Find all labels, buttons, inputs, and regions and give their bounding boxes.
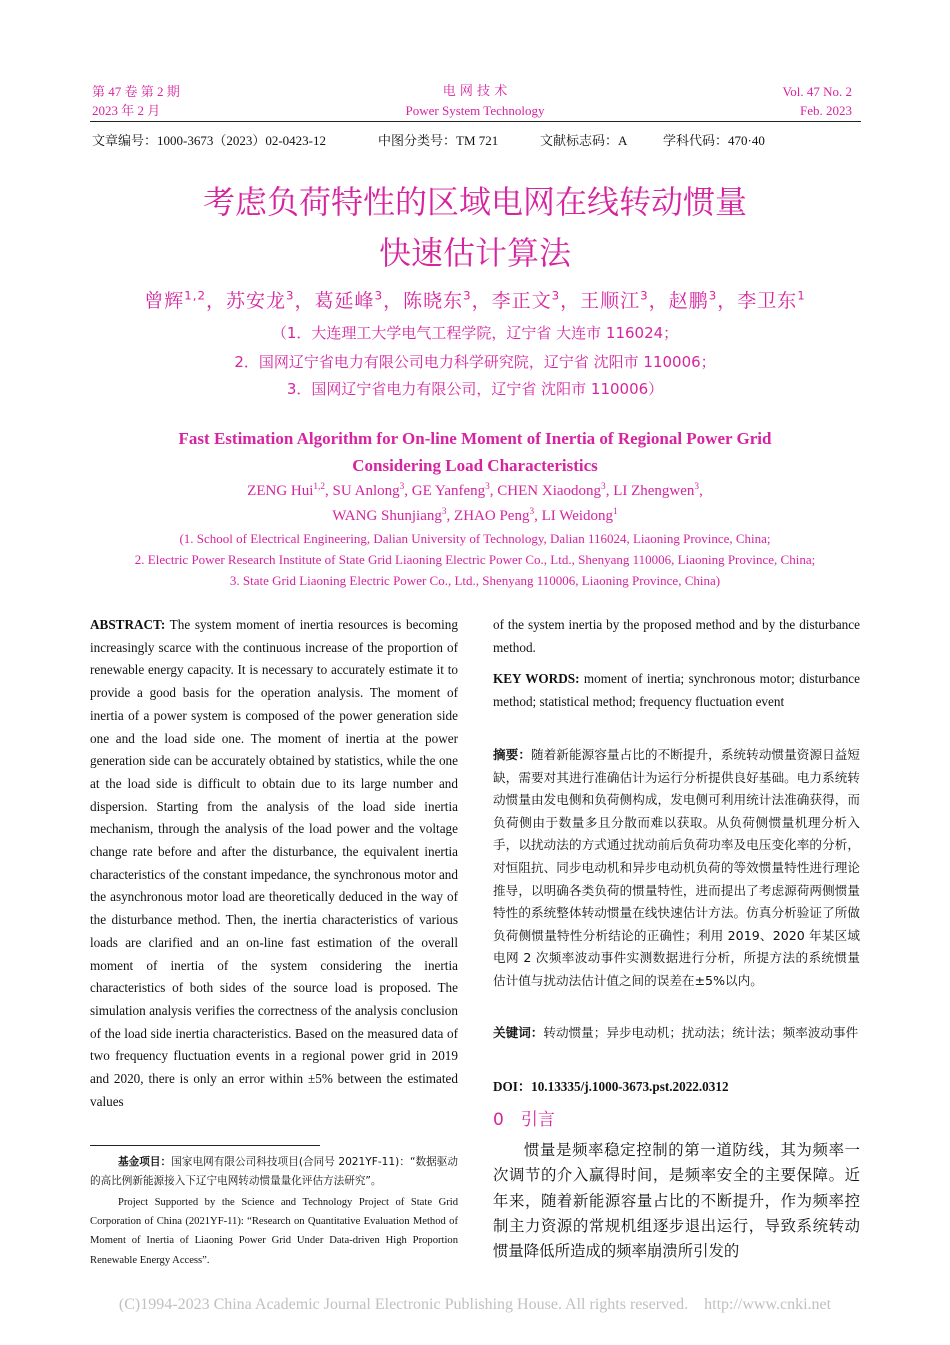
affiliation-en-2: 2. Electric Power Research Institute of State Grid Liaoning Electric Power Co., Ltd., Shenyang 110006, Liaoning Province, China; — [134, 552, 816, 567]
affiliation-en-1: (1. School of Electrical Engineering, Dalian University of Technology, Dalian 116024, Liaoning Province, China; — [179, 531, 771, 546]
author-name: ZENG Hui — [247, 483, 314, 499]
doi — [493, 1076, 860, 1095]
author-name: SU Anlong — [332, 483, 400, 499]
author-name: 王顺江 — [580, 290, 641, 312]
document-code: 文献标志码：A — [540, 133, 628, 148]
author-name: LI Weidong — [541, 508, 614, 524]
author-name: CHEN Xiaodong — [497, 483, 602, 499]
affiliation-cn-2: 2．国网辽宁省电力有限公司电力科学研究院，辽宁省 沈阳市 110006； — [234, 353, 716, 371]
footnote-cn-label: 基金项目： — [118, 1156, 172, 1168]
abstract-cn — [493, 744, 860, 993]
author-affiliation-mark: 3 — [694, 482, 700, 492]
author-separator: , — [489, 483, 498, 499]
doi-value: 10.13335/j.1000-3673.pst.2022.0312 — [531, 1079, 729, 1094]
journal-volume: Vol. 47 No. 2 — [782, 84, 852, 99]
title-en-line2: Considering Load Characteristics — [352, 456, 598, 475]
abstract-cn-label: 摘要： — [493, 747, 531, 762]
author-name: 曾辉 — [144, 290, 185, 312]
author-name: 李正文 — [491, 290, 552, 312]
author-affiliation-mark: 1 — [613, 507, 618, 517]
section-heading-intro: 0 引言 — [493, 1110, 555, 1130]
author-affiliation-mark: 3 — [551, 288, 561, 303]
author-name: 苏安龙 — [226, 290, 287, 312]
author-affiliation-mark: 3 — [374, 288, 384, 303]
keywords-cn — [493, 1022, 860, 1045]
author-name: 陈晓东 — [403, 290, 464, 312]
journal-issue: 第 47 卷 第 2 期 — [92, 84, 180, 99]
author-affiliation-mark: 3 — [463, 288, 472, 303]
abstract-text: The system moment of inertia resources is becoming increasingly scarce with the continuous increase of the proportion of renewable energy capacity. It is necessary to accurately estimate it to provide a good basis for the operation analysis. The moment of inertia of a power system is composed of the power generation side one and the load side one. The moment of inertia at the power generation side can be accurately obtained by statistics, while the one at the load side is difficult to obtain due to its large number and dispersion. Starting from the analysis of the load side inertia mechanism, through the analysis of the load power and the voltage change rate before and after the disturbance, the equivalent inertia characteristics of the constant impedance, the synchronous motor and the asynchronous motor load are theoretically deduced in the way of the disturbance method. Then, the inertia characteristics of various loads are clarified and an on-line fast estimation of the overall moment of inertia of the system considering the inertia characteristics of both sides of the source load is proposed. The simulation analysis verifies the correctness of the analysis conclusion of the load side inertia characteristics. Based on the measured data of two frequency fluctuation events in a regional power grid in 2019 and 2020, there is only an error within ±5% between the estimated values — [90, 617, 458, 1109]
author-name: GE Yanfeng — [411, 483, 486, 499]
authors-en-line1 — [0, 482, 950, 500]
journal-name-en: Power System Technology — [405, 103, 545, 118]
author-name: 葛延峰 — [314, 290, 375, 312]
author-affiliation-mark: 3 — [399, 482, 405, 492]
affiliation-cn-3: 3．国网辽宁省电力有限公司，辽宁省 沈阳市 110006） — [286, 380, 664, 398]
abstract-en-continued: of the system inertia by the proposed method and by the disturbance method. — [493, 617, 860, 655]
author-separator: , — [404, 483, 412, 499]
author-affiliation-mark: 3 — [640, 288, 649, 303]
journal-date: 2023 年 2 月 — [92, 103, 161, 118]
keywords-cn-text: 转动惯量；异步电动机；扰动法；统计法；频率波动事件 — [543, 1025, 859, 1040]
author-affiliation-mark: 1 — [797, 288, 806, 303]
author-separator: , — [325, 483, 333, 499]
author-affiliation-mark: 1,2 — [184, 288, 206, 303]
abstract-cn-text: 随着新能源容量占比的不断提升，系统转动惯量资源日益短缺，需要对其进行准确估计为运行分析提供良好基础。电力系统转动惯量由发电侧和负荷侧构成，发电侧可利用统计法准确获得，而负荷侧由于数量多且分散而难以获取。从负荷侧惯量机理分析入手，以扰动法的方式通过扰动前后负荷功率及电压变化率的分析，对恒阻抗、同步电动机和异步电动机负荷的等效惯量特性进行理论推导，以明确各类负荷的惯量特性，进而提出了考虑源荷两侧惯量特性的系统整体转动惯量在线快速估计方法。仿真分析验证了所做负荷侧惯量特性分析结论的正确性；利用 2019、2020 年某区域电网 2 次频率波动事件实测数据进行分析，所提方法的系统惯量估计值与扰动法估计值之间的误差在±5%以内。 — [493, 747, 861, 988]
author-separator: ， — [471, 290, 492, 312]
doi-label: DOI： — [493, 1079, 532, 1094]
footnote-cn — [90, 1153, 458, 1191]
author-separator: ， — [648, 290, 669, 312]
article-number: 文章编号：1000-3673（2023）02-0423-12 — [92, 133, 326, 148]
abstract-en — [90, 614, 458, 1136]
footnote-en: Project Supported by the Science and Technology Project of State Grid Corporation of China (2021YF-11): “Research on Quantitative Evaluation Method of Moment of Inertia of Liaoning Power Grid Under Data-driven High Proportion Renewable Energy Access”. — [90, 1197, 458, 1266]
author-name: WANG Shunjiang — [332, 508, 442, 524]
author-separator: ， — [206, 290, 227, 312]
author-separator: , — [534, 508, 542, 524]
affiliation-cn-1: （1．大连理工大学电气工程学院，辽宁省 大连市 116024； — [271, 324, 679, 342]
author-separator: ， — [560, 290, 581, 312]
copyright-footer: (C)1994-2023 China Academic Journal Electronic Publishing House. All rights reserved. http://www.cnki.net — [118, 1296, 832, 1313]
authors-cn — [0, 286, 950, 313]
intro-paragraph: 惯量是频率稳定控制的第一道防线，其为频率一次调节的介入赢得时间，是频率安全的主要保障。近年来，随着新能源容量占比的不断提升，作为频率控制主力资源的常规机组逐步退出运行，导致系统转动惯量降低所造成的频率崩溃所引发的 — [493, 1141, 860, 1261]
author-affiliation-mark: 3 — [529, 507, 535, 517]
author-separator: ， — [383, 290, 404, 312]
author-separator: , — [605, 483, 614, 499]
title-cn-line2: 快速估计算法 — [378, 234, 571, 272]
author-affiliation-mark: 3 — [708, 288, 718, 303]
title-en-line1: Fast Estimation Algorithm for On-line Moment of Inertia of Regional Power Grid — [178, 429, 772, 448]
author-name: LI Zhengwen — [613, 483, 695, 499]
journal-name-cn: 电 网 技 术 — [442, 84, 508, 99]
author-name: ZHAO Peng — [454, 508, 530, 524]
clc-number: 中图分类号：TM 721 — [378, 133, 499, 148]
author-separator: , — [446, 508, 455, 524]
author-affiliation-mark: 3 — [441, 507, 447, 517]
author-name: 赵鹏 — [668, 290, 709, 312]
author-affiliation-mark: 1,2 — [313, 482, 326, 492]
abstract-label: ABSTRACT: — [90, 617, 166, 632]
author-affiliation-mark: 3 — [601, 482, 606, 492]
authors-en-line2 — [0, 507, 950, 525]
keywords-en-label: KEY WORDS: — [493, 671, 580, 686]
footnote-rule — [90, 1145, 320, 1146]
keywords-cn-label: 关键词： — [493, 1025, 544, 1040]
author-affiliation-mark: 3 — [286, 288, 295, 303]
keywords-en-text: moment of inertia; synchronous motor; disturbance method; statistical method; frequency fluctuation event — [493, 671, 861, 709]
author-affiliation-mark: 3 — [485, 482, 490, 492]
affiliation-en-3: 3. State Grid Liaoning Electric Power Co., Ltd., Shenyang 110006, Liaoning Province, China) — [229, 573, 721, 588]
author-name: 李卫东 — [737, 290, 798, 312]
header-rule — [90, 121, 861, 122]
author-separator: ， — [294, 290, 315, 312]
keywords-en — [493, 668, 860, 713]
subject-code: 学科代码：470·40 — [663, 133, 765, 148]
author-separator: ， — [717, 290, 738, 312]
journal-month: Feb. 2023 — [800, 103, 852, 118]
footnote-cn-text: 国家电网有限公司科技项目(合同号 2021YF-11)：“数据驱动的高比例新能源接入下辽宁电网转动惯量量化评估方法研究”。 — [90, 1156, 458, 1188]
title-cn-line1: 考虑负荷特性的区域电网在线转动惯量 — [202, 183, 747, 221]
author-separator: , — [699, 483, 703, 499]
